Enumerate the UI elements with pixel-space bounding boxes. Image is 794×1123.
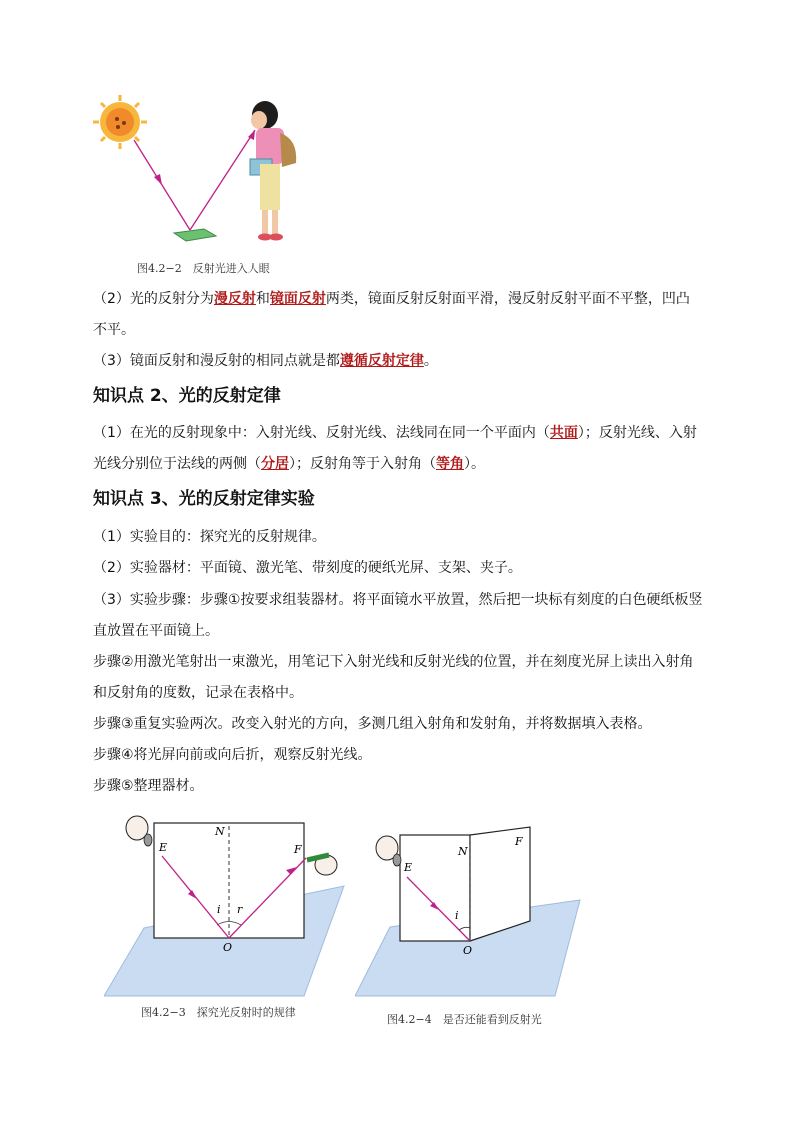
section-heading: 知识点 2、光的反射定律	[93, 386, 281, 406]
incident-point-label: E	[159, 841, 168, 854]
normal-label: N	[458, 845, 468, 858]
figure-caption: 图4.2−3 探究光反射时的规律	[141, 1006, 296, 1019]
paragraph-common-point	[93, 351, 438, 371]
text-segment: （1）在光的反射现象中：入射光线、反射光线、法线同在同一个平面内（	[93, 425, 550, 441]
paragraph-law-line2	[93, 454, 485, 474]
reflect-point-label: F	[515, 835, 523, 848]
incident-point-label: E	[404, 861, 413, 874]
paragraph-line: （2）实验器材：平面镜、激光笔、带刻度的硬纸光屏、支架、夹子。	[93, 560, 522, 576]
incident-angle-label: i	[455, 909, 459, 922]
reflection-angle-label: r	[237, 903, 243, 916]
paragraph-line: 步骤③重复实验两次。改变入射光的方向，多测几组入射角和发射角，并将数据填入表格。	[93, 716, 652, 732]
figure-caption: 图4.2−4 是否还能看到反射光	[387, 1013, 542, 1026]
text-segment: 两类，镜面反射反射面平滑，漫反射反射平面不平整，凹凸	[325, 291, 690, 307]
hand-icon	[126, 816, 152, 846]
section-heading: 知识点 3、光的反射定律实验	[93, 489, 315, 509]
paragraph-reflection-types	[93, 289, 690, 309]
light-ray	[134, 130, 255, 230]
paragraph-line: 直放置在平面镜上。	[93, 623, 219, 639]
text-segment: ）；反射角等于入射角（	[289, 456, 436, 472]
reflection-law-experiment-figure	[104, 808, 352, 1003]
answer-keyword: 等角	[436, 456, 464, 472]
paragraph-line: 和反射角的度数，记录在表格中。	[93, 685, 303, 701]
arrow-icon	[154, 174, 162, 185]
normal-label: N	[215, 825, 225, 838]
text-segment: 。	[423, 353, 438, 369]
origin-label: O	[463, 944, 473, 957]
reflection-into-eye-figure	[90, 95, 330, 260]
text-segment: 光线分别位于法线的两侧（	[93, 456, 261, 472]
book-icon	[174, 229, 216, 241]
folded-screen-figure	[355, 822, 585, 1002]
girl-figure	[250, 101, 296, 241]
sun-icon	[93, 95, 147, 149]
reflect-point-label: F	[294, 843, 302, 856]
answer-keyword: 遵循反射定律	[339, 353, 424, 369]
paragraph-line: 不平。	[93, 322, 135, 338]
answer-keyword: 共面	[549, 425, 578, 441]
paragraph-line: 步骤⑤整理器材。	[93, 778, 204, 794]
paragraph-line: （3）实验步骤：步骤①按要求组装器材。将平面镜水平放置，然后把一块标有刻度的白色硬纸板竖	[93, 592, 703, 608]
paragraph-law	[93, 423, 697, 443]
incident-angle-label: i	[217, 903, 221, 916]
origin-label: O	[223, 941, 233, 954]
text-segment: （3）镜面反射和漫反射的相同点就是都	[93, 353, 340, 369]
hand-icon	[376, 836, 401, 866]
figure-caption: 图4.2−2 反射光进入人眼	[137, 262, 270, 275]
answer-keyword: 漫反射	[213, 291, 256, 307]
text-segment: ）。	[464, 456, 485, 472]
paragraph-line: 步骤②用激光笔射出一束激光，用笔记下入射光线和反射光线的位置，并在刻度光屏上读出入射角	[93, 654, 694, 670]
paragraph-line: （1）实验目的：探究光的反射规律。	[93, 529, 326, 545]
pen-hand-icon	[307, 855, 337, 875]
paragraph-line: 步骤④将光屏向前或向后折，观察反射光线。	[93, 747, 372, 763]
text-segment: （2）光的反射分为	[93, 291, 214, 307]
answer-keyword: 镜面反射	[269, 291, 326, 307]
text-segment: 和	[255, 291, 270, 307]
text-segment: ）；反射光线、入射	[577, 425, 697, 441]
answer-keyword: 分居	[261, 456, 289, 472]
